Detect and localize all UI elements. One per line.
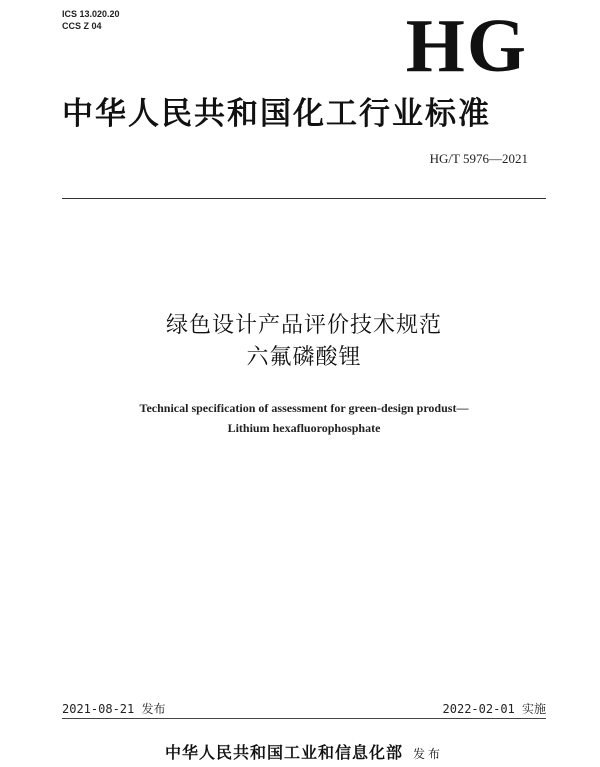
footer-divider xyxy=(62,718,546,719)
title-english xyxy=(62,398,546,438)
title-chinese xyxy=(62,310,546,374)
organization-title: 中华人民共和国化工行业标准 xyxy=(62,96,491,132)
classification-codes xyxy=(62,8,120,32)
hg-logo: HG xyxy=(405,4,528,88)
header-divider xyxy=(62,198,546,199)
standard-number: HG/T 5976—2021 xyxy=(429,151,528,166)
issuer xyxy=(62,742,546,765)
title-chinese-line2: 六氟磷酸锂 xyxy=(246,345,362,370)
title-english-line1: Technical specification of assessment for green-design produst— xyxy=(139,401,469,415)
date-row xyxy=(62,700,546,718)
ccs-code: CCS Z 04 xyxy=(62,21,102,31)
ics-code: ICS 13.020.20 xyxy=(62,9,120,19)
release-date: 2021-08-21 发布 xyxy=(62,702,166,716)
title-english-line2: Lithium hexafluorophosphate xyxy=(227,421,381,435)
publish-label: 发布 xyxy=(413,747,444,761)
implementation-date: 2022-02-01 实施 xyxy=(442,702,546,716)
issuer-name: 中华人民共和国工业和信息化部 xyxy=(164,743,403,762)
title-chinese-line1: 绿色设计产品评价技术规范 xyxy=(165,313,442,338)
